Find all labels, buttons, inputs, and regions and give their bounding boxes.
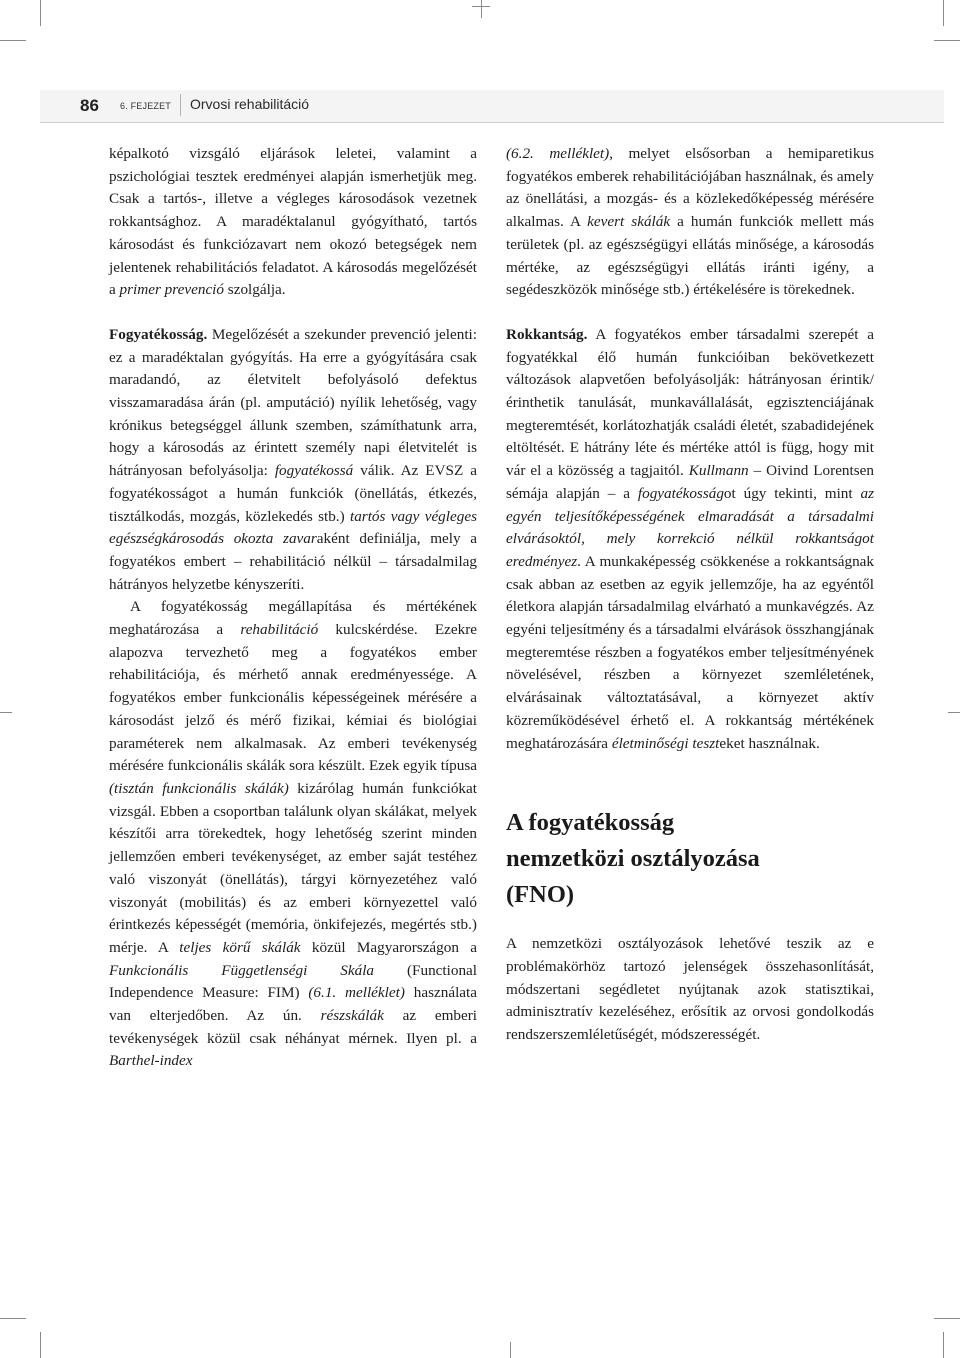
paragraph: A fogyatékosság megállapítása és mértékének meghatározása a rehabilitáció kulcskérdése. Ezekre alapozva tervezhető meg a fogyatékos ember rehabilitációja, és mérhető annak eredményessége. A fogyatékos ember funkcionális képességeinek mérésére a károsodást jelző és mérő fizikai, kémiai és biológiai paraméterek nem alkalmasak. Az emberi tevékenység mérésére funkcionális skálák sora készült. Ezek egyik típusa (tisztán funkcionális skálák) kizárólag humán funkciókat vizsgál. Ebben a csoportban találunk olyan skálákat, melyek készítői arra törekedtek, hogy lehetőség szerint minden jellemzően emberi tevékenységet, az ember saját testéhez való viszonyát (önellátás), tárgyi környezetéhez való viszonyát (mobilitás) és az emberi környezettel való érintkezés képességét (memória, önkifejezés, megértés stb.) mérje. A teljes körű skálák közül Magyarországon a Funkcionális Függetlenségi Skála (Functional Independence Measure: FIM) (6.1. melléklet) használata van elterjedőben. Az ún. részskálák az emberi tevékenységek közül csak néhányat mérnek. Ilyen pl. a Barthel-index (109, 598, 478, 1070)
crop-mark (472, 6, 490, 7)
paragraph: A nemzetközi osztályozások lehetővé teszik az e problémakörhöz tartozó jelenségek összehasonlítását, módszertani segédletet nyújtanak azok statisztikai, adminisztratív kezeléséhez, erősítik az orvosi gondolkodás rendszerszemléletűségét, módszerességét. (506, 935, 874, 1044)
header-band (40, 90, 944, 122)
paragraph: Rokkantság. A fogyatékos ember társadalmi szerepét a fogyatékkal élő humán funkcióiban bekövetkezett változások alapvetően befolyásolják: hátrányosan érintik/érinthetik tanulását, munkavállalását, egzisztenciájának megteremtését, korlátozhatják családi életét, szabadidejének eltöltését. E hátrány léte és mértéke attól is függ, hogy mit vár el a közösség a tagjaitól. Kullmann – Oivind Lorentsen sémája alapján – a fogyatékosságot úgy tekinti, mint az egyén teljesítőképességének elmaradását a társadalmi elvárásoktól, mely korrekció nélkül rokkantságot eredményez. A munkaképesség csökkenése a rokkantságnak csak abban az esetben az egyik jellemzője, ha az egyéntől életkora alapján társadalmilag elvárható a munkavégzés. Az egyéni teljesítmény és a társadalmi elvárások összhangjának megteremtése részben a fogyatékos ember teljesítményének növelésével, részben a környezet szemléletének, elvárásainak változtatásával, a környezet aktív közreműködésével érhető el. A rokkantság mértékének meghatározására életminőségi teszteket használnak. (506, 325, 874, 752)
crop-mark (948, 712, 960, 713)
page-number: 86 (80, 96, 99, 115)
chapter-label: 6. FEJEZET (120, 101, 172, 111)
crop-mark (0, 40, 26, 41)
paragraph: képalkotó vizsgáló eljárások leletei, valamint a pszichológiai tesztek eredményei alapján ismerhetjük meg. Csak a tartós-, illetve a végleges károsodások vezetnek rokkantsághoz. A maradéktalanul gyógyítható, tartós károsodást és funkciózavart nem okozó betegségek nem jelentenek rehabilitációs feladatot. A károsodás megelőzését a primer prevenció szolgálja. (109, 145, 477, 299)
left-column (109, 143, 477, 1073)
crop-mark (481, 0, 482, 18)
right-column (506, 143, 874, 1047)
crop-mark (40, 0, 41, 26)
header-separator (180, 94, 181, 116)
crop-mark (0, 712, 12, 713)
run-in-heading: Rokkantság. (506, 325, 588, 343)
paragraph: (6.2. melléklet), melyet elsősorban a hemiparetikus fogyatékos emberek rehabilitációjában használnak, és amely az önellátási, a mozgás- és a közlekedőképesség mérésére alkalmas. A kevert skálák a humán funkciók mellett más területek (pl. az egészségügyi ellátás minősége, a károsodás mértéke, az egészségügyi ellátás iránti igény, a segédeszközök minősége stb.) értékelésére is törekednek. (506, 145, 874, 299)
crop-mark (0, 1318, 26, 1319)
run-in-heading: Fogyatékosság. (109, 325, 208, 343)
crop-mark (934, 40, 960, 41)
crop-mark (40, 1332, 41, 1358)
running-title: Orvosi rehabilitáció (190, 96, 310, 112)
paragraph: Fogyatékosság. Megelőzését a szekunder prevenció jelenti: ez a maradéktalan gyógyítás. Ha erre a gyógyítására csak maradandó, az életvitelt befolyásoló defektus visszamaradása árán (pl. amputáció) nyílik lehetőség, vagy krónikus betegséggel állunk szemben, számíthatunk arra, hogy a károsodás az érintett személy napi életvitelét is hátrányosan befolyásolja: fogyatékossá válik. Az EVSZ a fogyatékosságot a humán funkciók (önellátás, étkezés, tisztálkodás, mozgás, közlekedés stb.) tartós vagy végleges egészségkárosodás okozta zavaraként definiálja, mely a fogyatékos embert – rehabilitáció nélkül – társadalmilag hátrányos helyzetbe kényszeríti. (109, 325, 478, 593)
header-rule (40, 122, 944, 123)
crop-mark (943, 1332, 944, 1358)
crop-mark (934, 1318, 960, 1319)
crop-mark (943, 0, 944, 26)
crop-mark (510, 1342, 511, 1358)
section-heading: A fogyatékosság nemzetközi osztályozása (FNO) (506, 809, 760, 909)
